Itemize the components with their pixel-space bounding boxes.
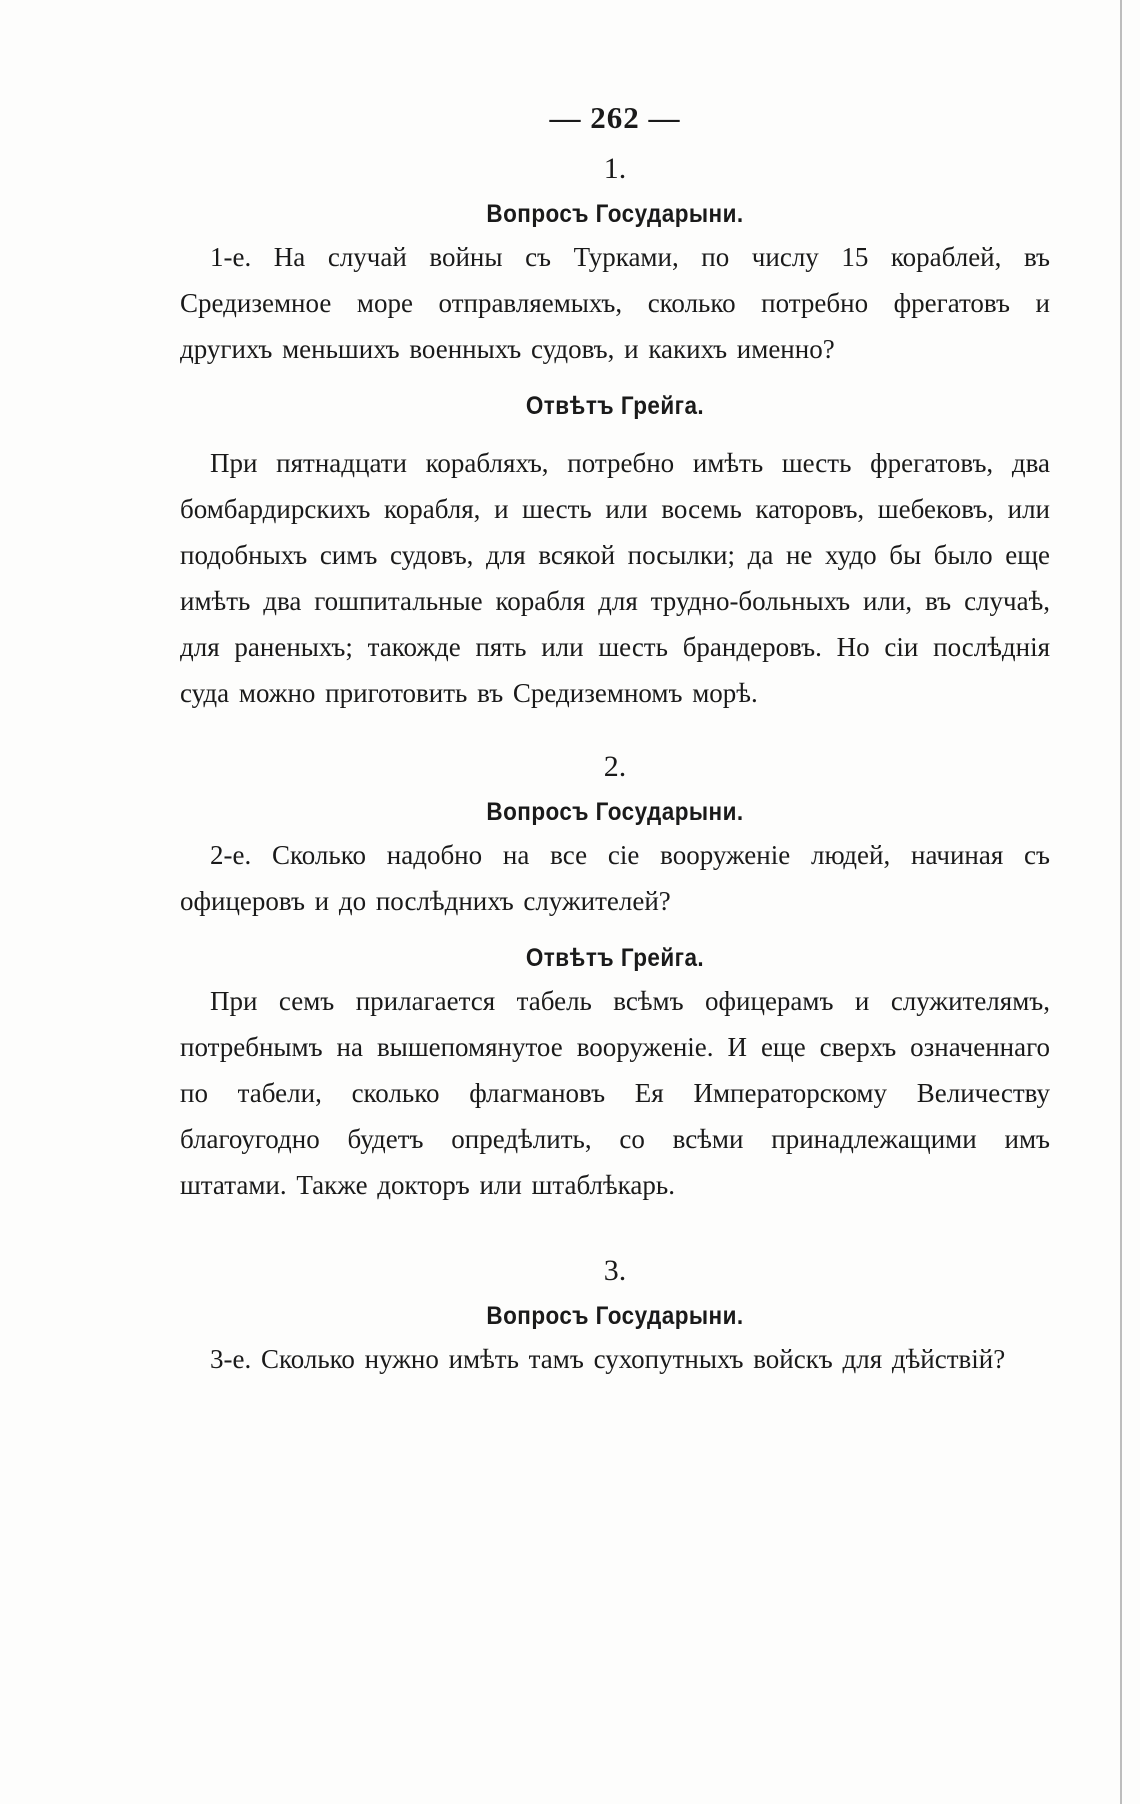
question-text: 3-е. Сколько нужно имѣть тамъ сухопутныхъ войскъ для дѣйствій?	[210, 1344, 1006, 1374]
answer-text: При семъ прилагается табель всѣмъ офицерамъ и служителямъ, потребнымъ на вышепомянутое вооруженіе. И еще сверхъ означеннаго по табели, сколько флагмановъ Ея Императорскому Величеству благоугодно будетъ опредѣлить, со всѣми принадлежащими имъ штатами. Также докторъ или штаблѣкарь.	[180, 986, 1050, 1200]
question-text: 1-е. На случай войны съ Турками, по числу 15 кораблей, въ Средиземное море отправляемыхъ, сколько потребно фрегатовъ и другихъ меньшихъ военныхъ судовъ, и какихъ именно?	[180, 242, 1050, 364]
section-number: 1.	[603, 152, 627, 185]
page-edge-line	[1120, 0, 1122, 1804]
question-heading: Вопросъ Государыни.	[486, 798, 744, 826]
question-heading: Вопросъ Государыни.	[486, 1302, 744, 1330]
section-number: 3.	[603, 1254, 627, 1287]
section-number: 2.	[603, 750, 627, 783]
page-number: — 262 —	[549, 100, 681, 135]
page-content	[180, 92, 1050, 1382]
answer-heading: Отвѣтъ Грейга.	[525, 392, 705, 420]
answer-heading: Отвѣтъ Грейга.	[525, 944, 705, 972]
answer-text: При пятнадцати корабляхъ, потребно имѣть шесть фрегатовъ, два бомбардирскихъ корабля, и шесть или восемь каторовъ, шебековъ, или подобныхъ симъ судовъ, для всякой посылки; да не худо бы было еще имѣть два гошпитальные корабля для трудно-больныхъ или, въ случаѣ, для раненыхъ; такожде пять или шесть брандеровъ. Но сіи послѣднія суда можно приготовить въ Средиземномъ морѣ.	[180, 448, 1050, 708]
question-text: 2-е. Сколько надобно на все сіе вооруженіе людей, начиная съ офицеровъ и до послѣднихъ служителей?	[180, 840, 1050, 916]
question-heading: Вопросъ Государыни.	[486, 200, 744, 228]
